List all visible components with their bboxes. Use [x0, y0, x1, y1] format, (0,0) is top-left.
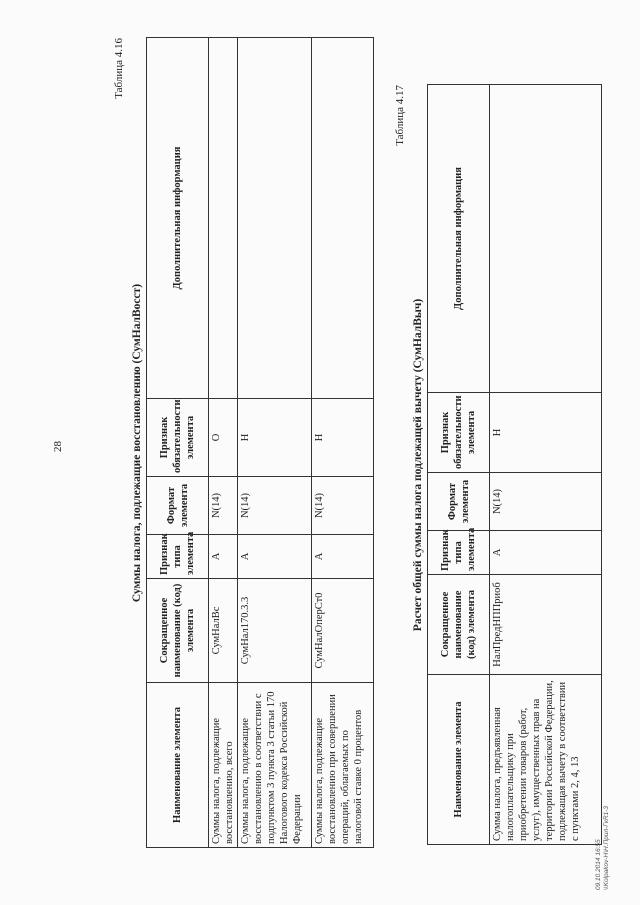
header-cell: Признак обязательности элемента [428, 393, 490, 473]
element-code-cell: СумНалВс [209, 579, 238, 683]
element-code-cell: НалПредНППриоб [490, 575, 602, 675]
header-cell: Признак обязательности элемента [147, 399, 209, 477]
header-cell: Формат элемента [147, 477, 209, 535]
element-format-cell: N(14) [238, 477, 312, 535]
element-info-cell [238, 38, 312, 399]
element-name-cell: Сумма налога, предъявленная налогоплательщику при приобретении товаров (работ, услуг), имущественных прав на территории Российской Федерации, подлежащая вычету в соответствии с пунктами 2, 4, 13 [490, 675, 602, 845]
table-caption: Таблица 4.17 [394, 85, 406, 146]
element-info-cell [490, 85, 602, 393]
table-4-17-block [393, 85, 602, 845]
element-type-cell: А [209, 535, 238, 579]
table-title: Суммы налога, подлежащие восстановлению (СумНалВосст) [131, 283, 143, 603]
table-title: Расчет общей суммы налога подлежащей вычету (СумНалВыч) [412, 298, 424, 632]
element-format-cell: N(14) [209, 477, 238, 535]
table-4-16-block [112, 38, 374, 848]
element-info-cell [209, 38, 238, 399]
table-row [238, 38, 312, 848]
element-format-cell: N(14) [490, 473, 602, 531]
header-cell: Формат элемента [428, 473, 490, 531]
element-type-cell: А [238, 535, 312, 579]
table-row [209, 38, 238, 848]
header-cell: Признак типа элемента [147, 535, 209, 579]
element-name-cell: Суммы налога, подлежащие восстановлению в соответствии с подпунктом 3 пункта 3 статьи 170 Налогового кодекса Российской Федерации [238, 683, 312, 848]
element-required-cell: Н [238, 399, 312, 477]
file-path: \\Kolpakov-Н\Н.Прил-ГкR1-3 [603, 806, 610, 890]
header-cell: Наименование элемента [147, 683, 209, 848]
element-info-cell [312, 38, 374, 399]
element-type-cell: А [312, 535, 374, 579]
page-number: 28 [52, 441, 64, 452]
header-cell: Наименование элемента [428, 675, 490, 845]
table-header-row [428, 85, 490, 845]
element-format-cell: N(14) [312, 477, 374, 535]
table-row [312, 38, 374, 848]
element-type-cell: А [490, 531, 602, 575]
element-required-cell: Н [312, 399, 374, 477]
header-cell: Дополнительная информация [147, 38, 209, 399]
table-row [490, 85, 602, 845]
table-header-row [147, 38, 209, 848]
table-caption: Таблица 4.16 [113, 38, 125, 99]
header-cell: Сокращенное наименование (код) элемента [428, 575, 490, 675]
elements-table [427, 84, 602, 845]
header-cell: Сокращенное наименование (код) элемента [147, 579, 209, 683]
element-name-cell: Суммы налога, подлежащие восстановлению при совершении операций, облагаемых по налоговой ставке 0 процентов [312, 683, 374, 848]
header-cell: Признак типа элемента [428, 531, 490, 575]
header-cell: Дополнительная информация [428, 85, 490, 393]
element-required-cell: Н [490, 393, 602, 473]
print-footer [595, 806, 611, 890]
element-code-cell: СумНал170.3.3 [238, 579, 312, 683]
element-code-cell: СумНалОперСт0 [312, 579, 374, 683]
element-name-cell: Суммы налога, подлежащие восстановлению, всего [209, 683, 238, 848]
elements-table [146, 37, 374, 848]
element-required-cell: О [209, 399, 238, 477]
print-timestamp: 09.10.2014 16:55 [595, 839, 602, 890]
